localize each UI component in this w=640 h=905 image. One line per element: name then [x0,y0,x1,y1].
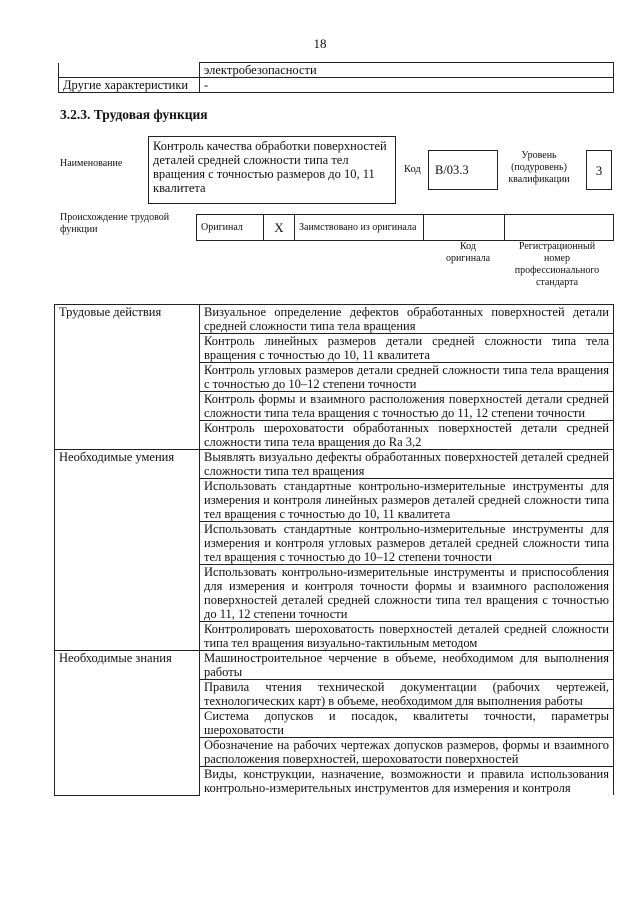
table-row [55,450,614,479]
registration-caption: Регистрационный номер профессионального стандарта [514,241,600,288]
section-heading: 3.2.3. Трудовая функция [60,107,208,122]
list-item: Система допусков и посадок, квалитеты точности, параметры шероховатости [200,709,614,738]
function-code: B/03.3 [428,150,498,190]
row-value: электробезопасности [200,63,614,78]
list-item: Использовать контрольно-измерительные инструменты и приспособления для измерения и контроля точности формы и взаимного расположения поверхностей деталей средней сложности типа тел вращения с точностью до 11, 12 степени точности [200,565,614,622]
page-number: 18 [313,36,327,51]
function-details-table [54,304,614,796]
category-cell: Необходимые знания [55,651,200,796]
origin-table [196,214,614,241]
row-label [59,63,200,78]
table-row [197,215,614,241]
list-item: Использовать стандартные контрольно-измерительные инструменты для измерения и контроля линейных размеров деталей средней сложности типа тел вращения с точностью до 10, 11 квалитета [200,479,614,522]
list-item: Контроль шероховатости обработанных поверхностей детали средней сложности типа тела вращения до Ra 3,2 [200,421,614,450]
borrowed-label: Заимствовано из оригинала [295,215,424,241]
original-code-cell [424,215,505,241]
qualification-level: 3 [586,150,612,190]
list-item: Использовать стандартные контрольно-измерительные инструменты для измерения и контроля угловых размеров деталей средней сложности типа тел вращения с точностью до 10–12 степени точности [200,522,614,565]
table-row [59,78,614,93]
category-cell: Трудовые действия [55,305,200,450]
registration-number-cell [505,215,614,241]
list-item: Контроль формы и взаимного расположения поверхностей детали средней сложности типа тела вращения с точностью до 11, 12 степени точности [200,392,614,421]
characteristics-table [58,62,614,93]
table-row [59,63,614,78]
list-item: Виды, конструкции, назначение, возможности и правила использования контрольно-измерительных инструментов для измерения и контроля [200,767,614,796]
original-mark: X [264,215,295,241]
list-item: Контроль угловых размеров детали средней сложности типа тела вращения с точностью до 10–12 степени точности [200,363,614,392]
list-item: Контролировать шероховатость поверхностей деталей средней сложности типа тел вращения визуально-тактильным методом [200,622,614,651]
list-item: Выявлять визуально дефекты обработанных поверхностей деталей средней сложности типа тел вращения [200,450,614,479]
function-name: Контроль качества обработки поверхностей деталей средней сложности типа тел вращения с точностью размеров до 10, 11 квалитета [148,136,396,204]
list-item: Правила чтения технической документации (рабочих чертежей, технологических карт) в объеме, необходимом для выполнения работы [200,680,614,709]
code-label: Код [404,164,421,175]
list-item: Обозначение на рабочих чертежах допусков размеров, формы и взаимного расположения поверхностей, шероховатости поверхностей [200,738,614,767]
table-row [55,305,614,334]
original-label: Оригинал [197,215,264,241]
qualification-level-label: Уровень (подуровень) квалификации [508,150,570,185]
list-item: Контроль линейных размеров детали средней сложности типа тела вращения с точностью до 10, 11 квалитета [200,334,614,363]
row-label: Другие характеристики [59,78,200,93]
original-code-caption: Код оригинала [445,241,491,264]
table-row [55,651,614,680]
origin-label: Происхождение трудовой функции [60,212,170,235]
name-label: Наименование [60,158,123,169]
list-item: Машиностроительное черчение в объеме, необходимом для выполнения работы [200,651,614,680]
row-value: - [200,78,614,93]
list-item: Визуальное определение дефектов обработанных поверхностей детали средней сложности типа тела вращения [200,305,614,334]
category-cell: Необходимые умения [55,450,200,651]
